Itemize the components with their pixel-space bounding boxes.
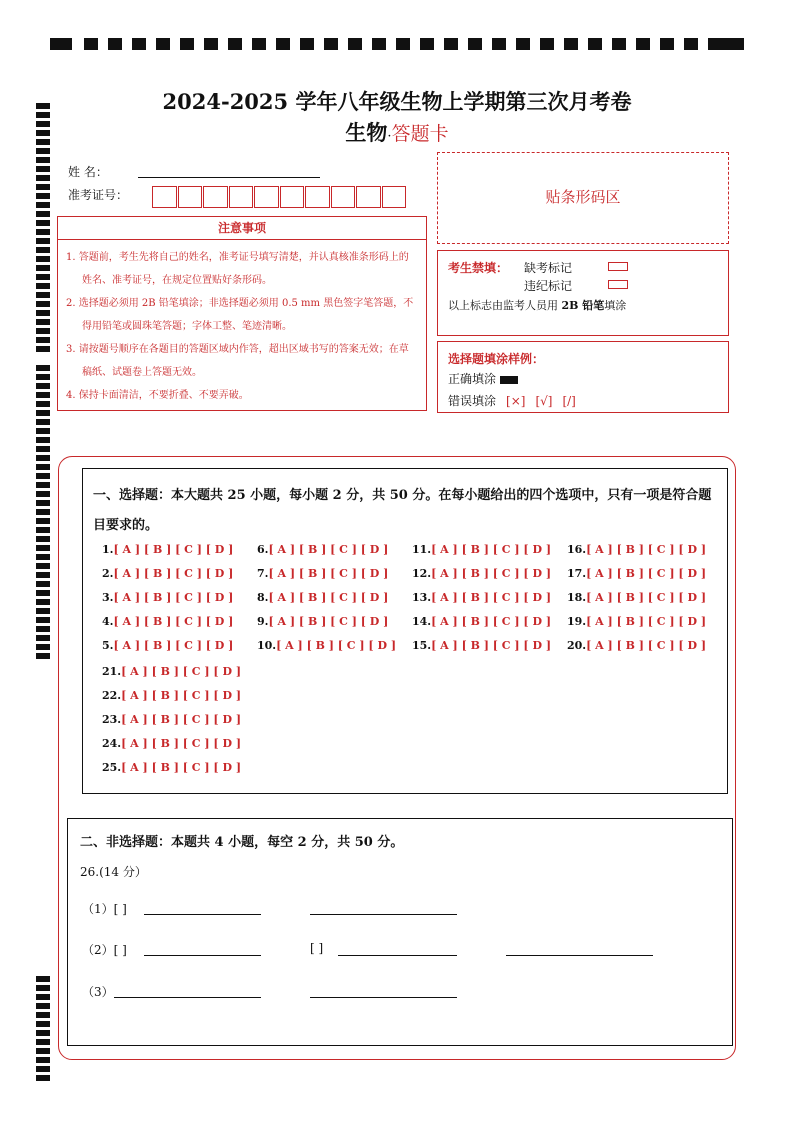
side-timing-mark	[36, 202, 50, 208]
wrong-fill: 错误填涂 [×] [√] [/]	[448, 394, 576, 408]
side-timing-mark	[36, 563, 50, 569]
choice-options[interactable]: [ A ] [ B ] [ C ] [ D ]	[113, 615, 234, 628]
side-timing-mark	[36, 545, 50, 551]
side-timing-mark	[36, 464, 50, 470]
side-timing-mark	[36, 1021, 50, 1027]
side-timing-mark	[36, 653, 50, 659]
choice-options[interactable]: [ A ] [ B ] [ C ] [ D ]	[431, 567, 552, 580]
side-timing-mark	[36, 1039, 50, 1045]
question-number: 25.	[102, 761, 122, 774]
choice-options[interactable]: [ A ] [ B ] [ C ] [ D ]	[121, 761, 242, 774]
answer-line[interactable]	[114, 997, 261, 998]
notice-box	[57, 216, 427, 411]
side-timing-mark	[36, 157, 50, 163]
side-timing-mark	[36, 599, 50, 605]
question-number: 20.	[567, 639, 587, 652]
side-timing-mark	[36, 1003, 50, 1009]
choice-options[interactable]: [ A ] [ B ] [ C ] [ D ]	[431, 639, 552, 652]
choice-options[interactable]: [ A ] [ B ] [ C ] [ D ]	[268, 591, 389, 604]
side-timing-mark	[36, 319, 50, 325]
choice-options[interactable]: [ A ] [ B ] [ C ] [ D ]	[431, 591, 552, 604]
side-timing-mark	[36, 410, 50, 416]
forbid-label: 考生禁填：	[448, 261, 509, 275]
side-timing-mark	[36, 626, 50, 632]
side-timing-mark	[36, 1066, 50, 1072]
choice-options[interactable]: [ A ] [ B ] [ C ] [ D ]	[268, 567, 389, 580]
choice-question[interactable]	[567, 639, 706, 652]
question-number: 4.	[102, 615, 114, 628]
subject-label: 生物	[345, 120, 388, 145]
side-timing-mark	[36, 527, 50, 533]
choice-options[interactable]: [ A ] [ B ] [ C ] [ D ]	[268, 543, 389, 556]
side-timing-mark	[36, 635, 50, 641]
choice-question[interactable]	[567, 543, 706, 556]
question-number: 15.	[412, 639, 432, 652]
choice-options[interactable]: [ A ] [ B ] [ C ] [ D ]	[586, 543, 707, 556]
side-timing-mark	[36, 346, 50, 352]
side-timing-mark	[36, 518, 50, 524]
forbid-note: 以上标志由监考人员用 2B 铅笔填涂	[448, 299, 627, 312]
side-timing-mark	[36, 976, 50, 982]
choice-question[interactable]	[412, 615, 551, 628]
choice-question[interactable]	[102, 615, 233, 628]
choice-question[interactable]	[102, 567, 233, 580]
violation-mark-box	[608, 280, 628, 289]
question-number: 22.	[102, 689, 122, 702]
choice-options[interactable]: [ A ] [ B ] [ C ] [ D ]	[586, 567, 707, 580]
side-timing-mark	[36, 374, 50, 380]
side-timing-mark	[36, 419, 50, 425]
answer-line[interactable]	[310, 914, 457, 915]
top-timing-marks	[50, 38, 744, 50]
sample-label: 选择题填涂样例：	[448, 352, 545, 366]
choice-options[interactable]: [ A ] [ B ] [ C ] [ D ]	[121, 689, 242, 702]
choice-question[interactable]	[102, 737, 241, 750]
choice-question[interactable]	[412, 639, 551, 652]
question-number: 21.	[102, 665, 122, 678]
answer-line[interactable]	[338, 955, 457, 956]
side-timing-mark	[36, 220, 50, 226]
choice-question[interactable]	[102, 713, 241, 726]
name-field[interactable]	[138, 177, 320, 178]
choice-options[interactable]: [ A ] [ B ] [ C ] [ D ]	[121, 713, 242, 726]
filled-sample-mark	[500, 376, 518, 384]
side-timing-mark	[36, 608, 50, 614]
side-timing-mark	[36, 274, 50, 280]
side-timing-mark	[36, 148, 50, 154]
side-timing-mark	[36, 446, 50, 452]
subtitle-separator: ·	[387, 129, 392, 144]
side-timing-mark	[36, 184, 50, 190]
question-number: 19.	[567, 615, 587, 628]
question-number: 9.	[257, 615, 269, 628]
side-timing-mark	[36, 166, 50, 172]
choice-question[interactable]	[102, 639, 233, 652]
side-timing-mark	[36, 536, 50, 542]
choice-question[interactable]	[257, 615, 388, 628]
correct-fill: 正确填涂	[448, 370, 518, 387]
side-timing-mark	[36, 310, 50, 316]
choice-options[interactable]: [ A ] [ B ] [ C ] [ D ]	[113, 591, 234, 604]
answer-line[interactable]	[144, 955, 261, 956]
choice-question[interactable]	[102, 665, 241, 678]
side-timing-mark	[36, 256, 50, 262]
choice-options[interactable]: [ A ] [ B ] [ C ] [ D ]	[586, 591, 707, 604]
choice-question[interactable]	[102, 761, 241, 774]
side-timing-mark	[36, 500, 50, 506]
choice-options[interactable]: [ A ] [ B ] [ C ] [ D ]	[586, 639, 707, 652]
choice-question[interactable]	[412, 567, 551, 580]
question-number: 3.	[102, 591, 114, 604]
fill-sample-box	[437, 341, 729, 413]
side-timing-mark	[36, 428, 50, 434]
choice-question[interactable]	[412, 543, 551, 556]
question-26-label: 26.(14 分）	[80, 865, 147, 879]
side-timing-mark	[36, 211, 50, 217]
page-subtitle	[0, 117, 794, 147]
choice-question[interactable]	[257, 639, 396, 652]
choice-options[interactable]: [ A ] [ B ] [ C ] [ D ]	[586, 615, 707, 628]
side-timing-mark	[36, 301, 50, 307]
side-timing-mark	[36, 401, 50, 407]
choice-question[interactable]	[102, 543, 233, 556]
answer-label: （3）	[82, 985, 114, 999]
side-timing-mark	[36, 455, 50, 461]
side-timing-mark	[36, 283, 50, 289]
side-timing-mark	[36, 437, 50, 443]
question-number: 6.	[257, 543, 269, 556]
choice-options[interactable]: [ A ] [ B ] [ C ] [ D ]	[431, 543, 552, 556]
side-timing-mark	[36, 617, 50, 623]
nonchoice-section	[67, 818, 733, 1046]
choice-options[interactable]: [ A ] [ B ] [ C ] [ D ]	[121, 737, 242, 750]
question-number: 11.	[412, 543, 432, 556]
side-timing-mark	[36, 1075, 50, 1081]
exam-number-label: 准考证号：	[68, 188, 129, 202]
side-timing-mark	[36, 554, 50, 560]
answer-line[interactable]	[310, 997, 457, 998]
side-timing-mark	[36, 328, 50, 334]
choice-options[interactable]: [ A ] [ B ] [ C ] [ D ]	[113, 543, 234, 556]
side-timing-mark	[36, 1030, 50, 1036]
side-timing-mark	[36, 491, 50, 497]
side-timing-mark	[36, 292, 50, 298]
notice-item: 4. 保持卡面清洁，不要折叠、不要弄破。	[66, 390, 249, 401]
answer-label: （2）[ ]	[82, 943, 127, 957]
side-timing-mark	[36, 473, 50, 479]
answer-line[interactable]	[506, 955, 653, 956]
choice-question[interactable]	[567, 591, 706, 604]
question-number: 8.	[257, 591, 269, 604]
choice-question[interactable]	[257, 543, 388, 556]
choice-question[interactable]	[567, 567, 706, 580]
question-number: 16.	[567, 543, 587, 556]
name-label: 姓 名：	[68, 165, 108, 179]
side-timing-mark	[36, 1048, 50, 1054]
choice-question[interactable]	[102, 591, 233, 604]
side-timing-mark	[36, 175, 50, 181]
question-number: 24.	[102, 737, 122, 750]
barcode-area: 贴条形码区	[437, 152, 729, 244]
side-timing-mark	[36, 265, 50, 271]
side-timing-mark	[36, 509, 50, 515]
side-timing-mark	[36, 365, 50, 371]
violation-mark-label: 违纪标记	[524, 279, 573, 293]
question-number: 18.	[567, 591, 587, 604]
absent-mark-box	[608, 262, 628, 271]
side-timing-mark	[36, 994, 50, 1000]
side-timing-mark	[36, 1012, 50, 1018]
question-number: 7.	[257, 567, 269, 580]
side-timing-mark	[36, 383, 50, 389]
question-number: 14.	[412, 615, 432, 628]
choice-question[interactable]	[567, 615, 706, 628]
side-timing-mark	[36, 572, 50, 578]
exam-number-boxes[interactable]	[152, 186, 407, 208]
choice-options[interactable]: [ A ] [ B ] [ C ] [ D ]	[276, 639, 397, 652]
choice-options[interactable]: [ A ] [ B ] [ C ] [ D ]	[113, 639, 234, 652]
choice-question[interactable]	[257, 591, 388, 604]
answer-label: （1）[ ]	[82, 902, 127, 916]
side-timing-mark	[36, 590, 50, 596]
choice-options[interactable]: [ A ] [ B ] [ C ] [ D ]	[431, 615, 552, 628]
notice-item: 2. 选择题必须用 2B 铅笔填涂；非选择题必须用 0.5 mm 黑色签字笔答题，不得用铅笔或圆珠笔答题；字体工整、笔迹清晰。	[66, 298, 414, 332]
side-timing-mark	[36, 1057, 50, 1063]
question-number: 1.	[102, 543, 114, 556]
question-number: 17.	[567, 567, 587, 580]
choice-options[interactable]: [ A ] [ B ] [ C ] [ D ]	[268, 615, 389, 628]
choice-question[interactable]	[257, 567, 388, 580]
nonchoice-section-heading: 二、非选择题：本题共 4 小题，每空 2 分，共 50 分。	[80, 835, 404, 850]
choice-question[interactable]	[102, 689, 241, 702]
side-timing-mark	[36, 229, 50, 235]
question-number: 10.	[257, 639, 277, 652]
side-timing-mark	[36, 482, 50, 488]
answer-label: [ ]	[310, 941, 324, 955]
answer-card-label: 答题卡	[391, 123, 449, 145]
choice-options[interactable]: [ A ] [ B ] [ C ] [ D ]	[113, 567, 234, 580]
side-timing-mark	[36, 644, 50, 650]
choice-options[interactable]: [ A ] [ B ] [ C ] [ D ]	[121, 665, 242, 678]
side-timing-mark	[36, 581, 50, 587]
side-timing-mark	[36, 337, 50, 343]
question-number: 23.	[102, 713, 122, 726]
choice-question[interactable]	[412, 591, 551, 604]
answer-line[interactable]	[144, 914, 261, 915]
side-timing-mark	[36, 247, 50, 253]
choice-section-heading: 一、选择题：本大题共 25 小题，每小题 2 分，共 50 分。在每小题给出的四个选项中，只有一项是符合题目要求的。	[93, 488, 712, 533]
question-number: 2.	[102, 567, 114, 580]
side-timing-mark	[36, 238, 50, 244]
page-title: 2024-2025 学年八年级生物上学期第三次月考卷	[162, 89, 632, 114]
notice-item: 3. 请按题号顺序在各题目的答题区域内作答，超出区域书写的答案无效；在草稿纸、试题卷上答题无效。	[66, 344, 409, 378]
side-timing-mark	[36, 193, 50, 199]
side-timing-mark	[36, 392, 50, 398]
side-timing-mark	[36, 985, 50, 991]
notice-heading: 注意事项	[58, 217, 426, 240]
question-number: 13.	[412, 591, 432, 604]
forbid-box	[437, 250, 729, 336]
notice-item: 1. 答题前，考生先将自己的姓名，准考证号填写清楚，并认真核准条形码上的姓名、准考证号，在规定位置贴好条形码。	[66, 252, 409, 286]
question-number: 12.	[412, 567, 432, 580]
absent-mark-label: 缺考标记	[524, 261, 573, 275]
question-number: 5.	[102, 639, 114, 652]
